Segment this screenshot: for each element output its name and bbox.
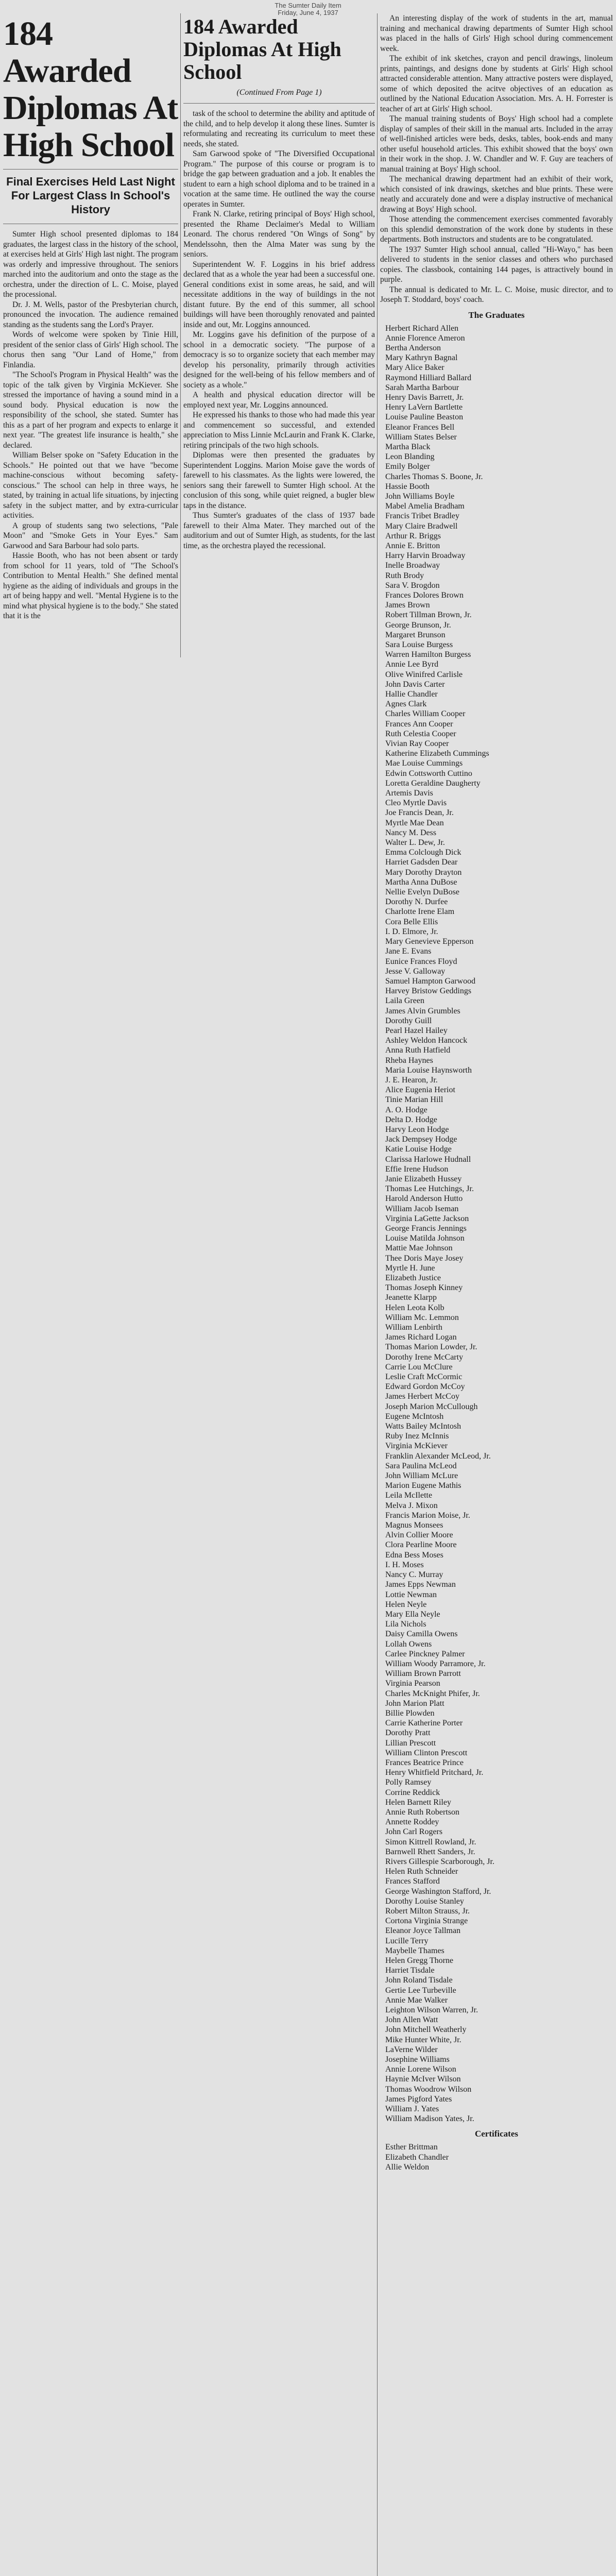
- graduate-name: James Brown: [385, 601, 430, 610]
- graduate-name: John Allen Watt: [385, 2015, 438, 2025]
- graduate-name: George Washington Stafford, Jr.: [385, 1887, 491, 1896]
- certificates-heading: Certificates: [474, 2129, 518, 2139]
- article-paragraph: A group of students sang two selections, "Pale Moon" and "Smoke Gets in Your Eyes." Sam Garwood and Sara Barbour had solo parts.: [3, 521, 178, 550]
- graduate-name: Raymond Hilliard Ballard: [385, 373, 472, 382]
- graduate-name: Eugene McIntosh: [385, 1412, 444, 1421]
- article-paragraph: task of the school to determine the ability and aptitude of the child, and to help develop it along these lines. Sumter is reformulating and recreating its curriculum to meet these needs, she stated.: [183, 109, 375, 148]
- graduate-name: Leon Blanding: [385, 452, 435, 462]
- certificate-name: Elizabeth Chandler: [385, 2153, 449, 2162]
- graduate-name: Herbert Richard Allen: [385, 324, 459, 333]
- graduate-name: Alvin Collier Moore: [385, 1531, 453, 1540]
- graduate-name: George Brunson, Jr.: [385, 620, 451, 630]
- article-paragraph: An interesting display of the work of students in the art, manual training and mechanical drawing departments of Sumter High school was placed in the halls of Girls' High school during commencement week.: [380, 14, 613, 53]
- graduate-name: Loretta Geraldine Daugherty: [385, 778, 481, 788]
- article-body: [3, 229, 178, 621]
- graduate-name: Corrine Reddick: [385, 1788, 440, 1797]
- article-column-graduates: [380, 13, 613, 2576]
- graduate-name: Katie Louise Hodge: [385, 1145, 452, 1154]
- graduate-name: Ashley Weldon Hancock: [385, 1036, 468, 1045]
- graduate-name: Nancy C. Murray: [385, 1570, 443, 1580]
- graduate-name: Frances Ann Cooper: [385, 719, 453, 728]
- article-paragraph: The mechanical drawing department had an exhibit of their work, which consisted of ink drawings, sketches and blue prints. These were neatly and accurately done and were a display instructive of mechanical drawing at Boys' High school.: [380, 175, 613, 214]
- graduate-name: William Jacob Iseman: [385, 1204, 459, 1213]
- graduate-name: Hassie Booth: [385, 482, 430, 491]
- graduate-name: Arthur R. Briggs: [385, 531, 441, 540]
- graduate-name: J. E. Hearon, Jr.: [385, 1075, 438, 1084]
- graduate-name: Ruth Brody: [385, 571, 424, 580]
- article-paragraph: Sam Garwood spoke of "The Diversified Occupational Program." The purpose of this course or program is to bridge the gap between graduation and a job. It enables the student to earn a high school diploma and to be trained in a vocation at the same time. He outlined the way the course operates in Sumter.: [183, 149, 375, 209]
- graduate-name: Henry LaVern Bartlette: [385, 403, 463, 412]
- graduate-name: Henry Whitfield Pritchard, Jr.: [385, 1768, 484, 1777]
- graduate-name: Nancy M. Dess: [385, 828, 437, 837]
- graduate-name: LaVerne Wilder: [385, 2045, 438, 2054]
- graduate-name: Annie E. Britton: [385, 541, 440, 550]
- graduate-name: Maybelle Thames: [385, 1946, 444, 1955]
- article-paragraph: Mr. Loggins gave his definition of the purpose of a school in a democratic society. "The purpose of a democracy is so to organize society that each member may develop his personality, primarily through activities designed for the well-being of his fellow members and of society as a whole.": [183, 330, 375, 389]
- graduate-name: Thomas Marion Lowder, Jr.: [385, 1343, 477, 1352]
- graduate-name: Carrie Lou McClure: [385, 1362, 453, 1371]
- graduate-name: Annie Lee Byrd: [385, 660, 439, 669]
- certificates-list: [380, 2142, 613, 2172]
- graduate-name: Harvey Bristow Geddings: [385, 987, 472, 996]
- graduate-name: Agnes Clark: [385, 700, 427, 709]
- graduate-name: Robert Tillman Brown, Jr.: [385, 611, 472, 620]
- graduate-name: Clora Pearline Moore: [385, 1540, 457, 1550]
- graduate-name: Emma Colclough Dick: [385, 848, 461, 857]
- graduate-name: Cortona Virginia Strange: [385, 1917, 468, 1926]
- graduate-name: William J. Yates: [385, 2105, 439, 2114]
- graduate-name: James Epps Newman: [385, 1580, 456, 1589]
- graduate-name: Leighton Wilson Warren, Jr.: [385, 2006, 478, 2015]
- graduate-name: Dorothy Guill: [385, 1016, 432, 1025]
- exhibit-and-annual-text: [380, 13, 613, 305]
- graduate-name: William Lenbirth: [385, 1323, 442, 1332]
- graduate-name: Bertha Anderson: [385, 343, 441, 352]
- column-rule: [377, 13, 378, 2576]
- article-paragraph: Hassie Booth, who has not been absent or tardy from school for 11 years, told of "The School's Contribution to Mental Health." She defined mental hygiene as the aiding of individuals and groups in the art of being happy and well. "Mental Hygiene is to the mind what physical hygiene is to the body." She stated that it is the: [3, 551, 178, 620]
- graduate-name: Jesse V. Galloway: [385, 967, 446, 976]
- graduate-name: Mae Louise Cummings: [385, 759, 463, 768]
- graduate-name: Sarah Martha Barbour: [385, 383, 459, 392]
- graduate-name: Maria Louise Haynsworth: [385, 1065, 472, 1075]
- article-column-front: [3, 13, 178, 657]
- article-paragraph: Frank N. Clarke, retiring principal of Boys' High school, presented the Rhame Declaimer's Medal to William Leonard. The chorus rendered "On Wings of Song" by Mendelssohn, then the Alma Mater was sung by the seniors.: [183, 210, 375, 259]
- masthead-date: Friday, June 4, 1937: [278, 9, 338, 16]
- graduate-name: Dorothy N. Durfee: [385, 897, 448, 907]
- graduate-name: Thomas Joseph Kinney: [385, 1283, 463, 1293]
- graduate-name: Dorothy Louise Stanley: [385, 1896, 464, 1906]
- graduate-name: Magnus Monsees: [385, 1521, 443, 1530]
- graduate-name: Olive Winifred Carlisle: [385, 670, 463, 679]
- graduate-name: Vivian Ray Cooper: [385, 739, 449, 749]
- divider: [183, 103, 375, 104]
- graduate-name: James Pigford Yates: [385, 2094, 452, 2104]
- graduate-name: Edward Gordon McCoy: [385, 1382, 465, 1392]
- article-body: [183, 109, 375, 551]
- graduate-name: Harvy Leon Hodge: [385, 1125, 449, 1134]
- graduate-name: Mattie Mae Johnson: [385, 1244, 453, 1253]
- article-paragraph: A health and physical education director will be employed next year, Mr. Loggins announced.: [183, 391, 375, 410]
- graduate-name: Edna Bess Moses: [385, 1550, 443, 1560]
- masthead-paper: The Sumter Daily Item: [275, 2, 341, 9]
- graduate-name: Hallie Chandler: [385, 690, 438, 699]
- graduate-name: Leslie Craft McCormic: [385, 1372, 463, 1382]
- divider: [3, 169, 178, 170]
- graduate-name: Leila McIlette: [385, 1491, 433, 1500]
- graduate-name: Joe Francis Dean, Jr.: [385, 808, 454, 818]
- article-paragraph: William Belser spoke on "Safety Education in the Schools." He pointed out that we have "become machine-conscious without becoming safety-conscious." The school can help in three ways, he stated, by training in actual life situations, by injecting safety in the subject matter, and by extra-curricular activities.: [3, 451, 178, 520]
- article-paragraph: Those attending the commencement exercises commented favorably on this splendid demonstration of the work done by students in these departments. Both instructors and students are to be congratulated.: [380, 215, 613, 244]
- graduate-name: Charles William Cooper: [385, 709, 466, 719]
- graduate-name: Frances Dolores Brown: [385, 590, 464, 600]
- graduate-name: Jeanette Klarpp: [385, 1293, 437, 1302]
- graduate-name: Thee Doris Maye Josey: [385, 1253, 464, 1263]
- graduate-name: Virginia LaGette Jackson: [385, 1214, 469, 1223]
- graduate-name: John Williams Boyle: [385, 492, 455, 501]
- article-paragraph: He expressed his thanks to those who had made this year and commencement so successful, and extended appreciation to Miss Linnie McLaurin and Frank K. Clarke, retiring principals of the two high schools.: [183, 411, 375, 450]
- graduate-name: Virginia Pearson: [385, 1679, 440, 1688]
- graduate-name: Jack Dempsey Hodge: [385, 1135, 457, 1144]
- graduate-name: Sara Paulina McLeod: [385, 1461, 457, 1470]
- graduate-name: Louise Matilda Johnson: [385, 1234, 465, 1243]
- graduate-name: Rheba Haynes: [385, 1056, 433, 1065]
- graduate-name: Emily Bolger: [385, 462, 430, 471]
- graduate-name: Mary Genevieve Epperson: [385, 937, 474, 946]
- graduate-name: Frances Stafford: [385, 1877, 440, 1886]
- graduate-name: William States Belser: [385, 432, 457, 442]
- graduate-name: Harriet Tisdale: [385, 1966, 435, 1975]
- graduate-name: Josephine Williams: [385, 2055, 450, 2064]
- graduate-name: Haynie McIver Wilson: [385, 2075, 461, 2084]
- graduate-name: Charles Thomas S. Boone, Jr.: [385, 472, 483, 481]
- graduate-name: William Brown Parrott: [385, 1669, 461, 1679]
- graduate-name: Mary Ella Neyle: [385, 1609, 440, 1619]
- graduate-name: Helen Leota Kolb: [385, 1303, 444, 1312]
- graduate-name: James Richard Logan: [385, 1333, 457, 1342]
- graduate-name: Helen Barnett Riley: [385, 1798, 451, 1807]
- graduate-name: Nellie Evelyn DuBose: [385, 888, 459, 897]
- graduate-name: Artemis Davis: [385, 789, 433, 798]
- graduate-name: Helen Gregg Thorne: [385, 1956, 454, 1965]
- graduate-name: Ruby Inez McInnis: [385, 1432, 449, 1441]
- graduate-name: John William McLure: [385, 1471, 458, 1481]
- graduate-name: Joseph Marion McCullough: [385, 1402, 478, 1411]
- graduate-name: Jane E. Evans: [385, 947, 432, 956]
- graduate-name: Frances Beatrice Prince: [385, 1758, 464, 1767]
- graduate-name: Harry Harvin Broadway: [385, 551, 466, 561]
- graduate-name: Sara Louise Burgess: [385, 640, 453, 649]
- graduate-name: Helen Ruth Schneider: [385, 1867, 458, 1876]
- graduate-name: John Carl Rogers: [385, 1827, 443, 1837]
- certificate-name: Esther Brittman: [385, 2143, 438, 2152]
- continued-note: (Continued From Page 1): [236, 88, 322, 97]
- graduate-name: Lillian Prescott: [385, 1738, 436, 1748]
- graduate-name: Annie Florence Ameron: [385, 333, 465, 343]
- graduate-name: Eleanor Frances Bell: [385, 422, 455, 432]
- graduate-name: Pearl Hazel Hailey: [385, 1026, 448, 1035]
- headline: 184 Awarded Diplomas At High School: [3, 15, 178, 164]
- graduate-name: Mary Dorothy Drayton: [385, 868, 462, 877]
- graduate-name: Clarissa Harlowe Hudnall: [385, 1155, 471, 1164]
- graduate-name: Carrie Katherine Porter: [385, 1719, 463, 1728]
- article-paragraph: The manual training students of Boys' High school had a complete display of samples of their skill in the manual arts. Included in the array of well-finished articles were beds, desks, tables, book-ends and many other useful household articles. This exhibit showed that the boys' own in their work in the shop. J. W. Chandler and W. F. Guy are teachers of manual training at Boys' High school.: [380, 114, 613, 174]
- graduate-name: Myrtle H. June: [385, 1263, 435, 1273]
- graduate-name: Ruth Celestia Cooper: [385, 729, 456, 738]
- graduate-name: Anna Ruth Hatfield: [385, 1046, 451, 1055]
- graduate-name: Mabel Amelia Bradham: [385, 502, 465, 511]
- graduate-name: Martha Anna DuBose: [385, 877, 457, 887]
- graduate-name: Elizabeth Justice: [385, 1274, 441, 1282]
- graduate-name: Melva J. Mixon: [385, 1501, 438, 1510]
- graduate-name: James Herbert McCoy: [385, 1392, 459, 1401]
- graduate-name: Mary Alice Baker: [385, 363, 444, 372]
- graduate-name: Harriet Gadsden Dear: [385, 858, 458, 867]
- graduate-name: Marion Eugene Mathis: [385, 1481, 461, 1490]
- graduate-name: Francis Marion Moise, Jr.: [385, 1511, 470, 1520]
- graduate-name: Martha Black: [385, 442, 431, 451]
- article-paragraph: Dr. J. M. Wells, pastor of the Presbyterian church, pronounced the invocation. The audience remained standing as the students sang the Lord's Prayer.: [3, 300, 178, 329]
- graduate-name: Cora Belle Ellis: [385, 917, 438, 926]
- graduate-name: Sara V. Brogdon: [385, 581, 440, 590]
- article-paragraph: Thus Sumter's graduates of the class of 1937 bade farewell to their Alma Mater. They marched out of the auditorium and out of Sumter High, as students, for the last time, as the orchestra played the recessional.: [183, 511, 375, 550]
- graduate-name: Alice Eugenia Heriot: [385, 1086, 455, 1095]
- graduates-heading: The Graduates: [468, 310, 525, 320]
- graduate-name: Eunice Frances Floyd: [385, 957, 457, 966]
- graduate-name: Myrtle Mae Dean: [385, 818, 444, 827]
- graduate-name: John Roland Tisdale: [385, 1976, 453, 1985]
- graduate-name: Janie Elizabeth Hussey: [385, 1174, 462, 1183]
- graduate-name: Edwin Cottsworth Cuttino: [385, 769, 472, 778]
- graduate-name: Barnwell Rhett Sanders, Jr.: [385, 1847, 475, 1856]
- graduate-name: Dorothy Irene McCarty: [385, 1352, 464, 1362]
- graduate-name: Eleanor Joyce Tallman: [385, 1926, 461, 1936]
- graduate-name: Mary Kathryn Bagnal: [385, 353, 458, 363]
- graduate-name: Mike Hunter White, Jr.: [385, 2035, 461, 2044]
- graduate-name: Mary Claire Bradwell: [385, 521, 458, 531]
- graduate-name: William Clinton Prescott: [385, 1748, 468, 1757]
- graduate-name: Carlee Pinckney Palmer: [385, 1649, 465, 1658]
- article-paragraph: "The School's Program in Physical Health" was the topic of the talk given by Virginia McKiever. She stressed the importance of having a sound mind in a sound body. Physical education is now the responsibility of the school, she stated. Sumter has this as a part of her program and expects to enlarge it next year. "The greatest life insurance is health," she declared.: [3, 370, 178, 450]
- graduate-name: Charles McKnight Phifer, Jr.: [385, 1689, 480, 1698]
- graduate-name: Lila Nichols: [385, 1620, 426, 1629]
- graduate-name: Annie Lorene Wilson: [385, 2065, 456, 2074]
- graduate-name: Dorothy Pratt: [385, 1728, 431, 1738]
- article-paragraph: Words of welcome were spoken by Tinie Hill, president of the senior class of Girls' High school. The chorus then sang "Our Land of Home," from Finlandia.: [3, 330, 178, 369]
- deck-headline: Final Exercises Held Last Night For Largest Class In School's History: [6, 175, 175, 216]
- article-paragraph: Sumter High school presented diplomas to 184 graduates, the largest class in the history of the school, at exercises held at Girls' High last night. The program was orderly and impressive throughout. The seniors marched into the auditorium and onto the stage as the orchestra, under the direction of L. C. Moise, played the processional.: [3, 230, 178, 299]
- graduate-name: Polly Ramsey: [385, 1778, 432, 1787]
- article-paragraph: Superintendent W. F. Loggins in his brief address declared that as a whole the year had been a successful one. General conditions exist in some areas, he said, and will necessitate additions in the way of buildings in the not distant future. By the end of this summer, all school buildings will have been thoroughly renovated and painted inside and out, Mr. Loggins announced.: [183, 260, 375, 329]
- graduate-name: Virginia McKiever: [385, 1442, 448, 1451]
- graduate-name: Charlotte Irene Elam: [385, 907, 455, 917]
- graduate-name: Annie Ruth Robertson: [385, 1807, 459, 1817]
- graduate-name: Katherine Elizabeth Cummings: [385, 749, 489, 758]
- graduate-name: Lollah Owens: [385, 1639, 432, 1649]
- article-paragraph: Diplomas were then presented the graduates by Superintendent Loggins. Marion Moise gave the words of farewell to his classmates. As the lights were lowered, the seniors sang their farewell to Sumter High school. At the conclusion of this song, while quiet reigned, a bugler blew taps in the distance.: [183, 451, 375, 510]
- graduate-name: Gertie Lee Turbeville: [385, 1986, 456, 1995]
- graduate-name: Thomas Lee Hutchings, Jr.: [385, 1184, 474, 1194]
- graduate-name: Tinie Marian Hill: [385, 1095, 443, 1105]
- graduates-list: [380, 324, 613, 2124]
- graduate-name: Rivers Gillespie Scarborough, Jr.: [385, 1857, 494, 1866]
- graduate-name: Francis Tribet Bradley: [385, 512, 459, 521]
- graduate-name: Harold Anderson Hutto: [385, 1194, 463, 1204]
- graduate-name: Watts Bailey McIntosh: [385, 1422, 461, 1431]
- graduate-name: Annette Roddey: [385, 1818, 439, 1827]
- graduate-name: Samuel Hampton Garwood: [385, 976, 476, 986]
- graduate-name: Inelle Broadway: [385, 561, 440, 570]
- jump-headline: 184 Awarded Diplomas At High School: [183, 15, 341, 83]
- graduate-name: Laila Green: [385, 996, 424, 1006]
- graduate-name: Louise Pauline Beaston: [385, 413, 464, 422]
- graduate-name: I. H. Moses: [385, 1560, 424, 1569]
- graduate-name: John Mitchell Weatherly: [385, 2025, 467, 2035]
- graduate-name: Lucille Terry: [385, 1936, 429, 1945]
- graduate-name: Warren Hamilton Burgess: [385, 650, 471, 659]
- graduate-name: A. O. Hodge: [385, 1105, 427, 1114]
- graduate-name: William Mc. Lemmon: [385, 1313, 459, 1322]
- graduate-name: Walter L. Dew, Jr.: [385, 838, 445, 848]
- article-paragraph: The annual is dedicated to Mr. L. C. Moise, music director, and to Joseph T. Stoddard, boys' coach.: [380, 285, 613, 304]
- graduate-name: George Francis Jennings: [385, 1224, 467, 1233]
- graduate-name: Annie Mae Walker: [385, 1995, 448, 2005]
- graduate-name: Effie Irene Hudson: [385, 1164, 449, 1174]
- graduate-name: Billie Plowden: [385, 1708, 435, 1718]
- article-column-jump: [183, 13, 375, 693]
- graduate-name: William Woody Parramore, Jr.: [385, 1659, 486, 1668]
- graduate-name: Thomas Woodrow Wilson: [385, 2084, 472, 2094]
- graduate-name: William Madison Yates, Jr.: [385, 2114, 474, 2124]
- graduate-name: Robert Milton Strauss, Jr.: [385, 1907, 470, 1916]
- column-rule: [180, 13, 181, 657]
- graduate-name: John Davis Carter: [385, 680, 445, 689]
- article-paragraph: The exhibit of ink sketches, crayon and pencil drawings, linoleum prints, paintings, and designs done by students at Girls' High school attracted considerable attention. Many attractive posters were displayed, some of which deposited the acitve objectives of an education as outlined by the National Education Association. Mrs. A. H. Forrester is teacher of art at Girls' High school.: [380, 54, 613, 113]
- graduate-name: Margaret Brunson: [385, 630, 446, 639]
- graduate-name: Delta D. Hodge: [385, 1115, 437, 1124]
- article-paragraph: The 1937 Sumter High school annual, called "Hi-Wayo," has been delivered to students in the senior classes and others who purchased copies. The classbook, containing 144 pages, is attractively bound in purple.: [380, 245, 613, 284]
- graduate-name: I. D. Elmore, Jr.: [385, 927, 438, 936]
- graduate-name: Lottie Newman: [385, 1590, 437, 1599]
- certificate-name: Allie Weldon: [385, 2162, 430, 2172]
- graduate-name: James Alvin Grumbles: [385, 1006, 460, 1015]
- graduate-name: Franklin Alexander McLeod, Jr.: [385, 1451, 491, 1461]
- graduate-name: Henry Davis Barrett, Jr.: [385, 393, 464, 402]
- graduate-name: Helen Neyle: [385, 1600, 427, 1609]
- graduate-name: John Marion Platt: [385, 1699, 444, 1708]
- graduate-name: Simon Kittrell Rowland, Jr.: [385, 1837, 476, 1846]
- graduate-name: Daisy Camilla Owens: [385, 1630, 458, 1639]
- graduate-name: Cleo Myrtle Davis: [385, 799, 447, 808]
